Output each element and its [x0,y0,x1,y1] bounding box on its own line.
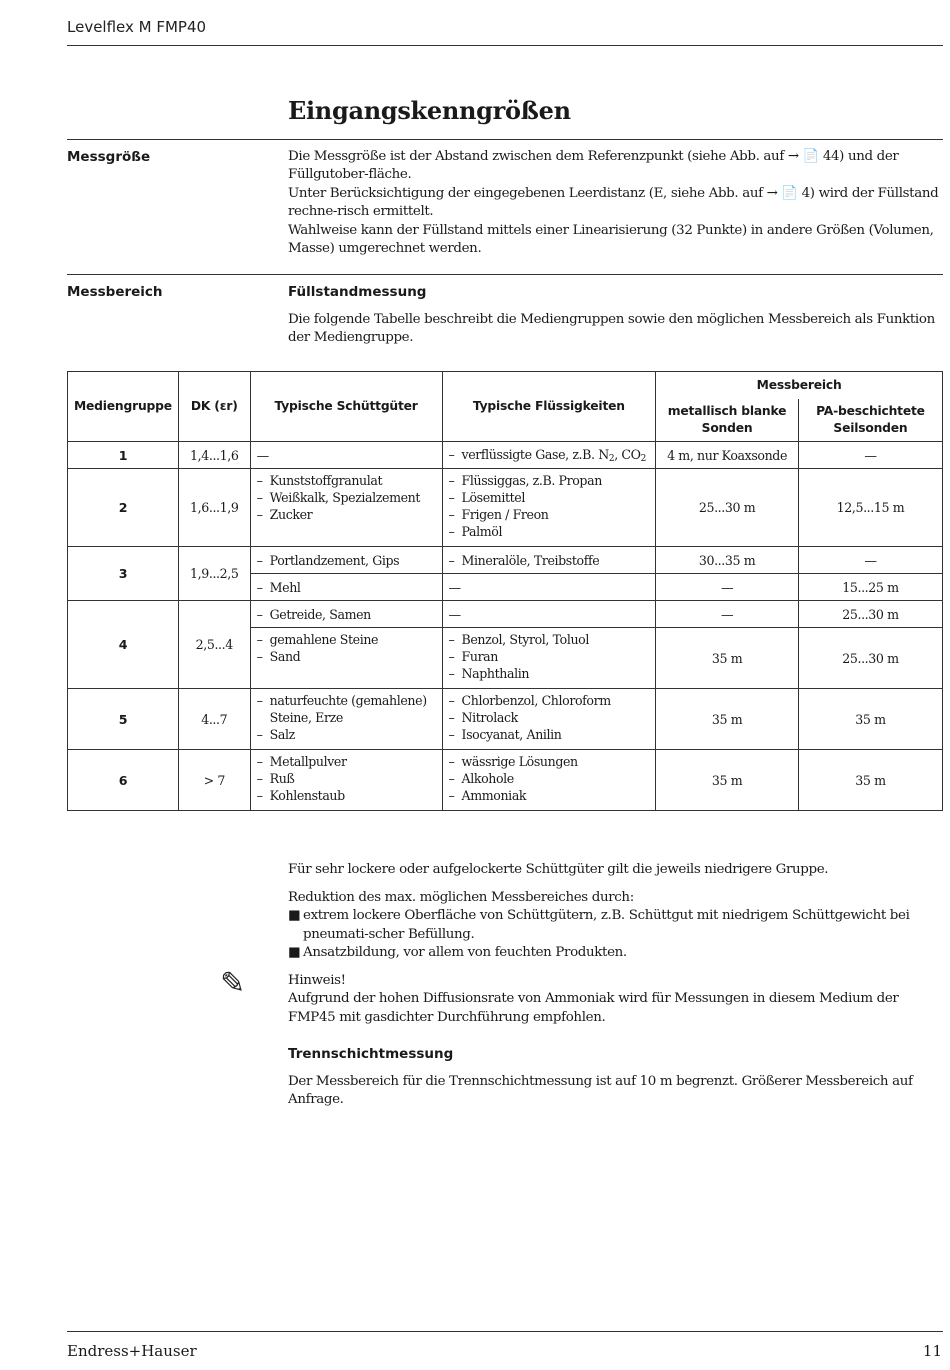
solids-cell [250,628,442,689]
hinweis-block [288,972,940,1027]
liquids-cell [442,689,656,750]
dk-value: 1,4...1,6 [178,442,250,469]
dk-value: 1,9...2,5 [178,547,250,601]
messgroesse-text [288,148,940,258]
list-item: – Mehl [256,579,301,595]
reduktion-intro: Reduktion des max. möglichen Messbereiches durch: [288,890,634,905]
range-pa: — [798,547,942,574]
list-item: – Kunststoffgranulat [256,473,383,488]
table-row [68,750,943,811]
solids-cell [250,574,442,601]
document-header-title: Levelflex M FMP40 [67,18,207,36]
header-fluessigkeiten: Typische Flüssigkeiten [442,372,656,442]
range-pa: 12,5...15 m [798,469,942,547]
list-item: – verflüssigte Gase, z.B. $N_2$, $CO_2$ [448,446,646,464]
table-row [68,469,943,547]
section-label-messbereich: Messbereich [67,284,163,300]
range-pa: 15...25 m [798,574,942,601]
footer-company: Endress+Hauser [67,1342,197,1360]
section-label-messgroesse: Messgröße [67,149,151,165]
list-item: ■ Ansatzbildung, vor allem von feuchten Produkten. [288,944,940,962]
group-number: 4 [68,601,179,689]
header-dk: DK (εr) [178,372,250,442]
range-metal: — [656,601,799,628]
list-item: – Flüssiggas, z.B. Propan [448,473,602,488]
list-item: – Kohlenstaub [256,788,345,803]
table-row [68,689,943,750]
dash-marker: – [448,446,455,462]
group-number: 2 [68,469,179,547]
list-item: – Ruß [256,771,295,786]
dk-value: 1,6...1,9 [178,469,250,547]
media-group-table [67,371,943,811]
range-metal: 4 m, nur Koaxsonde [656,442,799,469]
range-metal: 30...35 m [656,547,799,574]
subheading-trennschichtmessung: Trennschichtmessung [288,1046,454,1062]
section-rule [67,274,943,275]
list-item: – Portlandzement, Gips [256,552,400,568]
subheading-fuellstandmessung: Füllstandmessung [288,284,427,300]
header-metallisch: metallisch blanke Sonden [656,399,799,442]
liquids-cell [442,469,656,547]
footer-rule [67,1331,943,1332]
list-item: – Mineralöle, Treibstoffe [448,552,600,568]
list-item: – Frigen / Freon [448,507,549,522]
list-item: – Lösemittel [448,490,525,505]
messgroesse-line-1: Die Messgröße ist der Abstand zwischen dem Referenzpunkt (siehe Abb. auf → 📄 44) und der Füllgutober-fläche. [288,149,899,183]
list-item: – Salz [256,727,295,742]
hinweis-text: Aufgrund der hohen Diffusionsrate von Ammoniak wird für Messungen in diesem Medium der FMP45 mit gasdichter Durchführung empfohlen. [288,991,899,1025]
list-item: – naturfeuchte (gemahlene) Steine, Erze [256,693,427,725]
range-pa: 25...30 m [798,628,942,689]
group-number: 3 [68,547,179,601]
messgroesse-line-3: Wahlweise kann der Füllstand mittels einer Linearisierung (32 Punkte) in andere Größen (Volumen, Masse) umgerechnet werden. [288,222,934,257]
liquids-cell: — [442,574,656,601]
list-item: – Weißkalk, Spezialzement [256,490,421,505]
range-pa: — [798,442,942,469]
list-item: – Metallpulver [256,754,347,769]
header-messbereich: Messbereich [656,372,943,399]
list-item: ■ extrem lockere Oberfläche von Schüttgütern, z.B. Schüttgut mit niedrigem Schüttgewicht bei pneumati-scher Befüllung. [288,908,910,942]
group-number: 6 [68,750,179,811]
list-item: – Sand [256,649,301,664]
messgroesse-line-2: Unter Berücksichtigung der eingegebenen Leerdistanz (E, siehe Abb. auf → 📄 4) wird der Füllstand rechne-risch ermittelt. [288,185,939,220]
pencil-note-icon: ✎ [220,966,246,1001]
page-title: Eingangskenngrößen [288,96,571,125]
solids-cell [250,750,442,811]
list-item: – Nitrolack [448,710,518,725]
header-mediengruppe: Mediengruppe [68,372,179,442]
trennschicht-text: Der Messbereich für die Trennschichtmessung ist auf 10 m begrenzt. Größerer Messbereich auf Anfrage. [288,1074,913,1108]
liquids-cell: — [442,601,656,628]
group-number: 1 [68,442,179,469]
dk-value: 2,5...4 [178,601,250,689]
list-item: – Isocyanat, Anilin [448,727,562,742]
list-item: – Palmöl [448,524,503,539]
range-pa: 35 m [798,750,942,811]
note-lockere: Für sehr lockere oder aufgelockerte Schüttgüter gilt die jeweils niedrigere Gruppe. [288,862,829,877]
hinweis-title: Hinweis! [288,973,346,988]
range-metal: 35 m [656,750,799,811]
list-item: – Zucker [256,507,313,522]
solids-cell [250,469,442,547]
table-row [68,601,943,628]
bullet-square-icon: ■ [288,908,301,924]
messbereich-intro: Die folgende Tabelle beschreibt die Mediengruppen sowie den möglichen Messbereich als Funktion der Mediengruppe. [288,312,935,346]
liquids-cell [442,442,656,469]
liquids-cell [442,750,656,811]
range-metal: — [656,574,799,601]
list-item: – Ammoniak [448,788,527,803]
range-metal: 35 m [656,628,799,689]
bullet-square-icon: ■ [288,945,301,961]
table-row [68,442,943,469]
solids-cell [250,547,442,574]
range-pa: 25...30 m [798,601,942,628]
solids-cell: — [250,442,442,469]
solids-cell [250,689,442,750]
note-reduktion [288,889,940,963]
list-item: – Alkohole [448,771,514,786]
group-number: 5 [68,689,179,750]
section-rule [67,139,943,140]
list-item: – gemahlene Steine [256,632,379,647]
dk-value: 4...7 [178,689,250,750]
dk-value: > 7 [178,750,250,811]
table-row [68,547,943,574]
header-schuettgueter: Typische Schüttgüter [250,372,442,442]
liquids-cell [442,628,656,689]
list-item: – wässrige Lösungen [448,754,578,769]
range-metal: 35 m [656,689,799,750]
footer-page-number: 11 [922,1342,942,1360]
header-pa: PA-beschichtete Seilsonden [798,399,942,442]
list-item: – Chlorbenzol, Chloroform [448,693,611,708]
list-item: – Benzol, Styrol, Toluol [448,632,589,647]
range-metal: 25...30 m [656,469,799,547]
list-item: – Furan [448,649,499,664]
liquids-cell [442,547,656,574]
list-item: – Naphthalin [448,666,530,681]
solids-cell [250,601,442,628]
range-pa: 35 m [798,689,942,750]
header-rule [67,45,943,46]
reduktion-list [288,907,940,962]
list-item: – Getreide, Samen [256,606,371,622]
